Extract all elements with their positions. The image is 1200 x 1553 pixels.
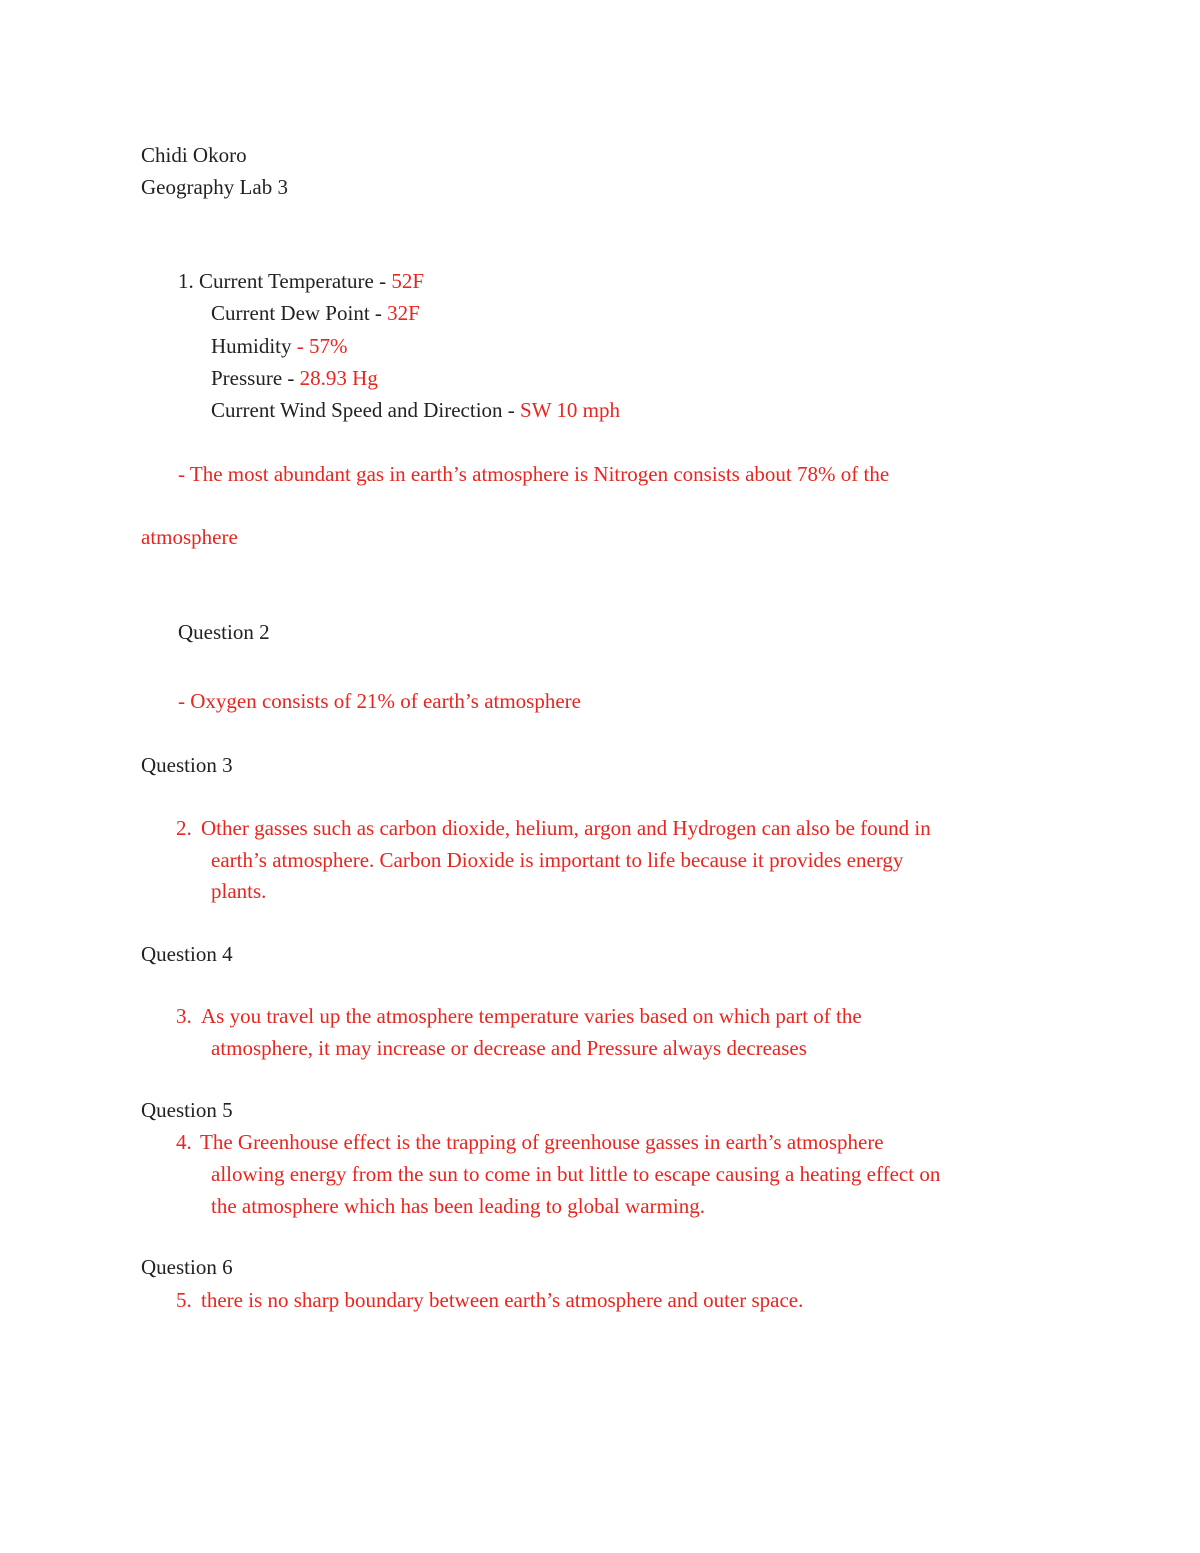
question-4-number: 3.	[176, 1004, 192, 1028]
question-4-answer-line1: As you travel up the atmosphere temperature varies based on which part of the	[201, 1004, 862, 1028]
temperature-value: 52F	[391, 269, 424, 293]
question-2-heading: Question 2	[178, 620, 270, 644]
readings-wind	[211, 400, 620, 421]
readings-dew-point	[211, 303, 420, 324]
course-title: Geography Lab 3	[141, 175, 288, 199]
dew-point-value: 32F	[387, 301, 420, 325]
question-4-answer-line2: atmosphere, it may increase or decrease and Pressure always decreases	[211, 1036, 807, 1060]
list-number: 1.	[178, 269, 194, 293]
question-5-number: 4.	[176, 1130, 192, 1154]
humidity-value: - 57%	[291, 334, 348, 358]
question-6-answer: there is no sharp boundary between earth’s atmosphere and outer space.	[201, 1288, 804, 1312]
wind-label: Current Wind Speed and Direction -	[211, 398, 521, 422]
readings-humidity	[211, 336, 348, 357]
humidity-label: Humidity	[211, 334, 292, 358]
wind-value: SW 10 mph	[520, 398, 620, 422]
dew-point-label: Current Dew Point -	[211, 301, 388, 325]
question-6-heading: Question 6	[141, 1255, 233, 1279]
question-3-answer-line1: Other gasses such as carbon dioxide, helium, argon and Hydrogen can also be found in	[201, 816, 931, 840]
pressure-label: Pressure -	[211, 366, 300, 390]
question-2-answer: - Oxygen consists of 21% of earth’s atmosphere	[178, 689, 581, 713]
pressure-value: 28.93 Hg	[299, 366, 378, 390]
question-4-heading: Question 4	[141, 942, 233, 966]
author-name: Chidi Okoro	[141, 143, 247, 167]
temperature-label: Current Temperature -	[199, 269, 392, 293]
question-5-heading: Question 5	[141, 1098, 233, 1122]
question-3-number: 2.	[176, 816, 192, 840]
readings-temperature	[178, 271, 424, 292]
readings-pressure	[211, 368, 378, 389]
question-6-number: 5.	[176, 1288, 192, 1312]
question-5-answer-line2: allowing energy from the sun to come in but little to escape causing a heating effect on	[211, 1162, 941, 1186]
question-3-heading: Question 3	[141, 753, 233, 777]
question-5-answer-line1: The Greenhouse effect is the trapping of greenhouse gasses in earth’s atmosphere	[200, 1130, 884, 1154]
question-5-answer-line3: the atmosphere which has been leading to global warming.	[211, 1194, 705, 1218]
question-3-answer-line2: earth’s atmosphere. Carbon Dioxide is important to life because it provides energy	[211, 848, 904, 872]
nitrogen-answer-line1: - The most abundant gas in earth’s atmosphere is Nitrogen consists about 78% of the	[178, 462, 890, 486]
question-3-answer-line3: plants.	[211, 879, 267, 903]
nitrogen-answer-line2: atmosphere	[141, 525, 238, 549]
